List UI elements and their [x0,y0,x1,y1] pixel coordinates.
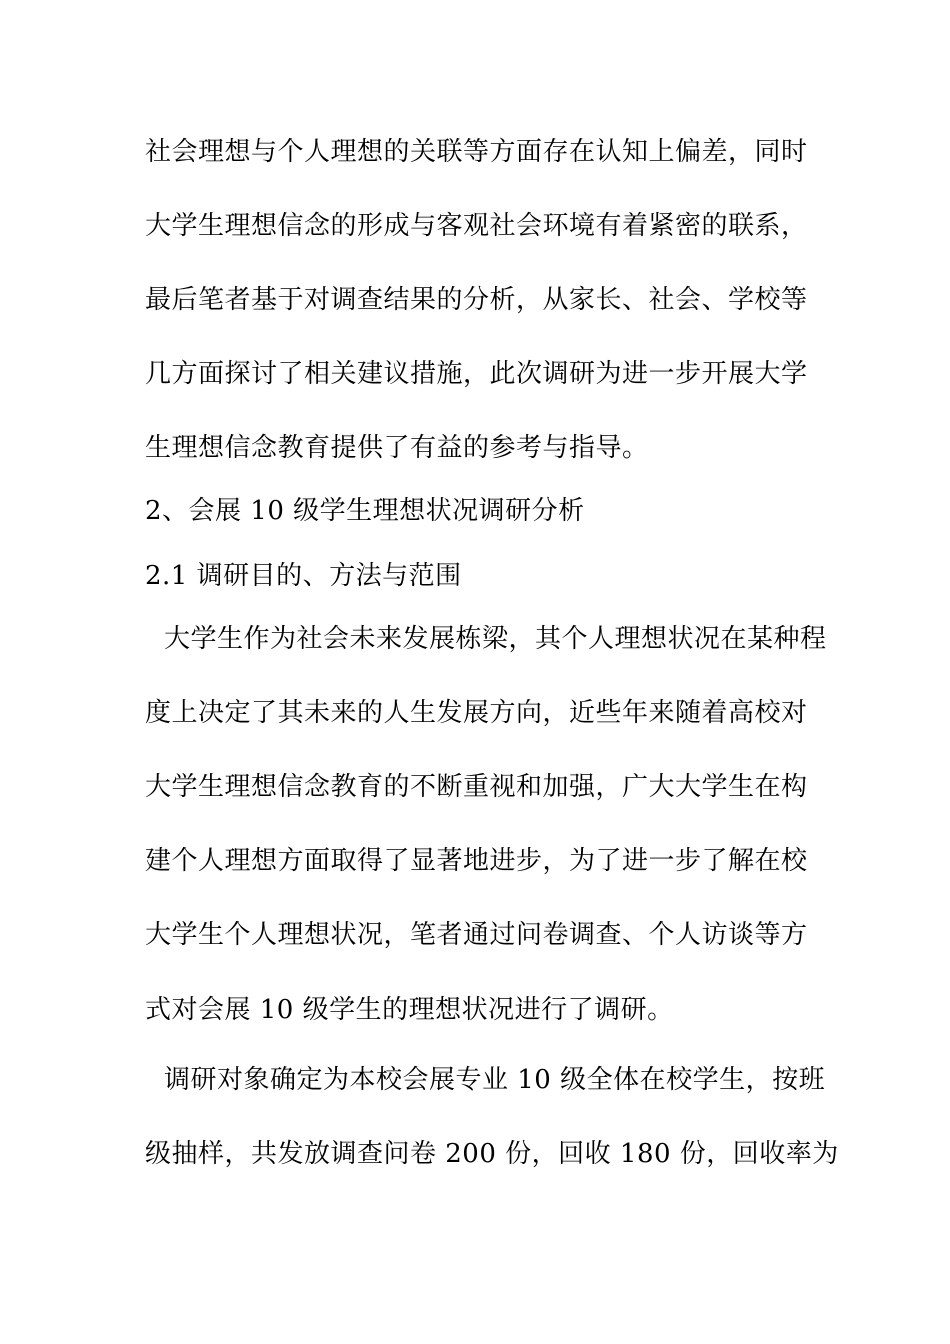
subsection-heading: 2.1 调研目的、方法与范围 [145,561,462,591]
paragraph-1-line-2: 大学生理想信念的形成与客观社会环境有着紧密的联系， [145,211,808,241]
paragraph-1-line-4: 几方面探讨了相关建议措施，此次调研为进一步开展大学 [145,359,808,389]
paragraph-2-line-1: 大学生作为社会未来发展栋梁，其个人理想状况在某种程 [164,624,827,654]
paragraph-2-line-6: 式对会展 10 级学生的理想状况进行了调研。 [145,995,674,1025]
paragraph-1-line-5: 生理想信念教育提供了有益的参考与指导。 [145,433,649,463]
paragraph-2-line-2: 度上决定了其未来的人生发展方向，近些年来随着高校对 [145,698,808,728]
paragraph-2-line-4: 建个人理想方面取得了显著地进步，为了进一步了解在校 [145,846,808,876]
paragraph-2-line-5: 大学生个人理想状况，笔者通过问卷调查、个人访谈等方 [145,920,808,950]
paragraph-3-line-2: 级抽样，共发放调查问卷 200 份，回收 180 份，回收率为 [145,1139,839,1169]
section-heading: 2、会展 10 级学生理想状况调研分析 [145,496,585,526]
paragraph-1-line-1: 社会理想与个人理想的关联等方面存在认知上偏差，同时 [145,137,808,167]
paragraph-3-line-1: 调研对象确定为本校会展专业 10 级全体在校学生，按班 [164,1065,826,1095]
paragraph-1-line-3: 最后笔者基于对调查结果的分析，从家长、社会、学校等 [145,285,808,315]
paragraph-2-line-3: 大学生理想信念教育的不断重视和加强，广大大学生在构 [145,772,808,802]
